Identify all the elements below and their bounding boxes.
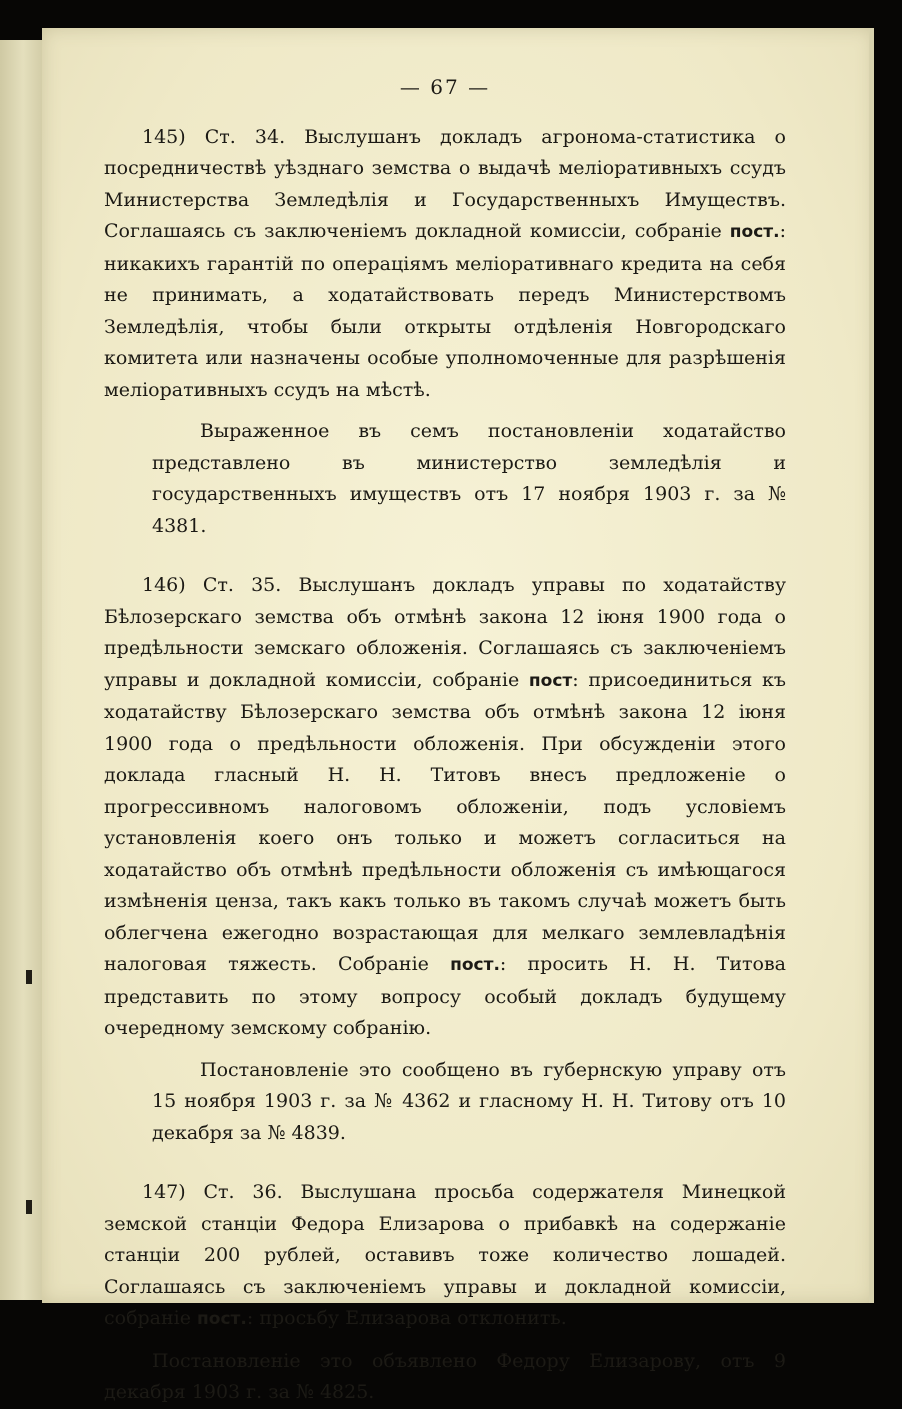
entry-145: 145) Ст. 34. Выслушанъ докладъ агронома-статистика о посредничествѣ уѣзднаго земства о выдачѣ меліоративныхъ ссудъ Министерства Земледѣлія и Государственныхъ Имуществъ. Соглашаясь съ заключеніемъ докладной комиссіи, собраніе пост.: никакихъ гарантій по операціямъ меліоративнаго кредита на себя не принимать, а ходатайствовать передъ Министерствомъ Земледѣлія, чтобы были открыты отдѣленія Новгородскаго комитета или назначены особые уполномоченные для разрѣшенія меліоративныхъ ссудъ на мѣстѣ. — [104, 125, 786, 401]
note-145: Выраженное въ семъ постановленіи ходатайство представлено въ министерство земледѣлія и государственныхъ имуществъ отъ 17 ноября 1903 г. за № 4381. — [152, 420, 786, 537]
previous-page-edge — [0, 40, 44, 1300]
resolution-mark: пост. — [450, 955, 500, 975]
entry-147: 147) Ст. 36. Выслушана просьба содержателя Минецкой земской станціи Федора Елизарова о прибавкѣ на содержаніе станціи 200 рублей, оставивъ тоже количество лошадей. Соглашаясь съ заключеніемъ управы и докладной комиссіи, собраніе пост.: просьбу Елизарова отклонить. — [104, 1181, 786, 1329]
resolution-mark: пост. — [197, 1309, 247, 1329]
binding-mark — [26, 970, 32, 984]
page-number: — 67 — — [399, 75, 491, 99]
entry-146: 146) Ст. 35. Выслушанъ докладъ управы по ходатайству Бѣлозерскаго земства объ отмѣнѣ закона 12 іюня 1900 года о предѣльности земскаго обложенія. Соглашаясь съ заключеніемъ управы и докладной комиссіи, собраніе пост: присоединиться къ ходатайству Бѣлозерскаго земства объ отмѣнѣ закона 12 іюня 1900 года о предѣльности обложенія. При обсужденіи этого доклада гласный Н. Н. Титовъ внесъ предложеніе о прогрессивномъ налоговомъ обложеніи, подъ условіемъ установленія коего онъ только и можетъ согласиться на ходатайство объ отмѣнѣ предѣльности обложенія съ имѣющагося измѣненія ценза, такъ какъ только въ такомъ случаѣ можетъ быть облегчена ежегодно возрастающая для мелкаго землевладѣнія налоговая тяжесть. Собраніе пост.: просить Н. Н. Титова представить по этому вопросу особый докладъ будущему очередному земскому собранію. — [104, 574, 786, 1039]
resolution-mark: пост. — [729, 222, 780, 242]
page-content — [104, 72, 786, 1409]
note-147: Постановленіе это объявлено Федору Елизарову, отъ 9 декабря 1903 г. за № 4825. — [104, 1349, 786, 1403]
resolution-mark: пост — [528, 670, 573, 691]
page-edge — [869, 28, 874, 1303]
binding-mark — [26, 1200, 32, 1214]
note-146: Постановленіе это сообщено въ губернскую управу отъ 15 ноября 1903 г. за № 4362 и гласному Н. Н. Титову отъ 10 декабря за № 4839. — [152, 1058, 786, 1144]
